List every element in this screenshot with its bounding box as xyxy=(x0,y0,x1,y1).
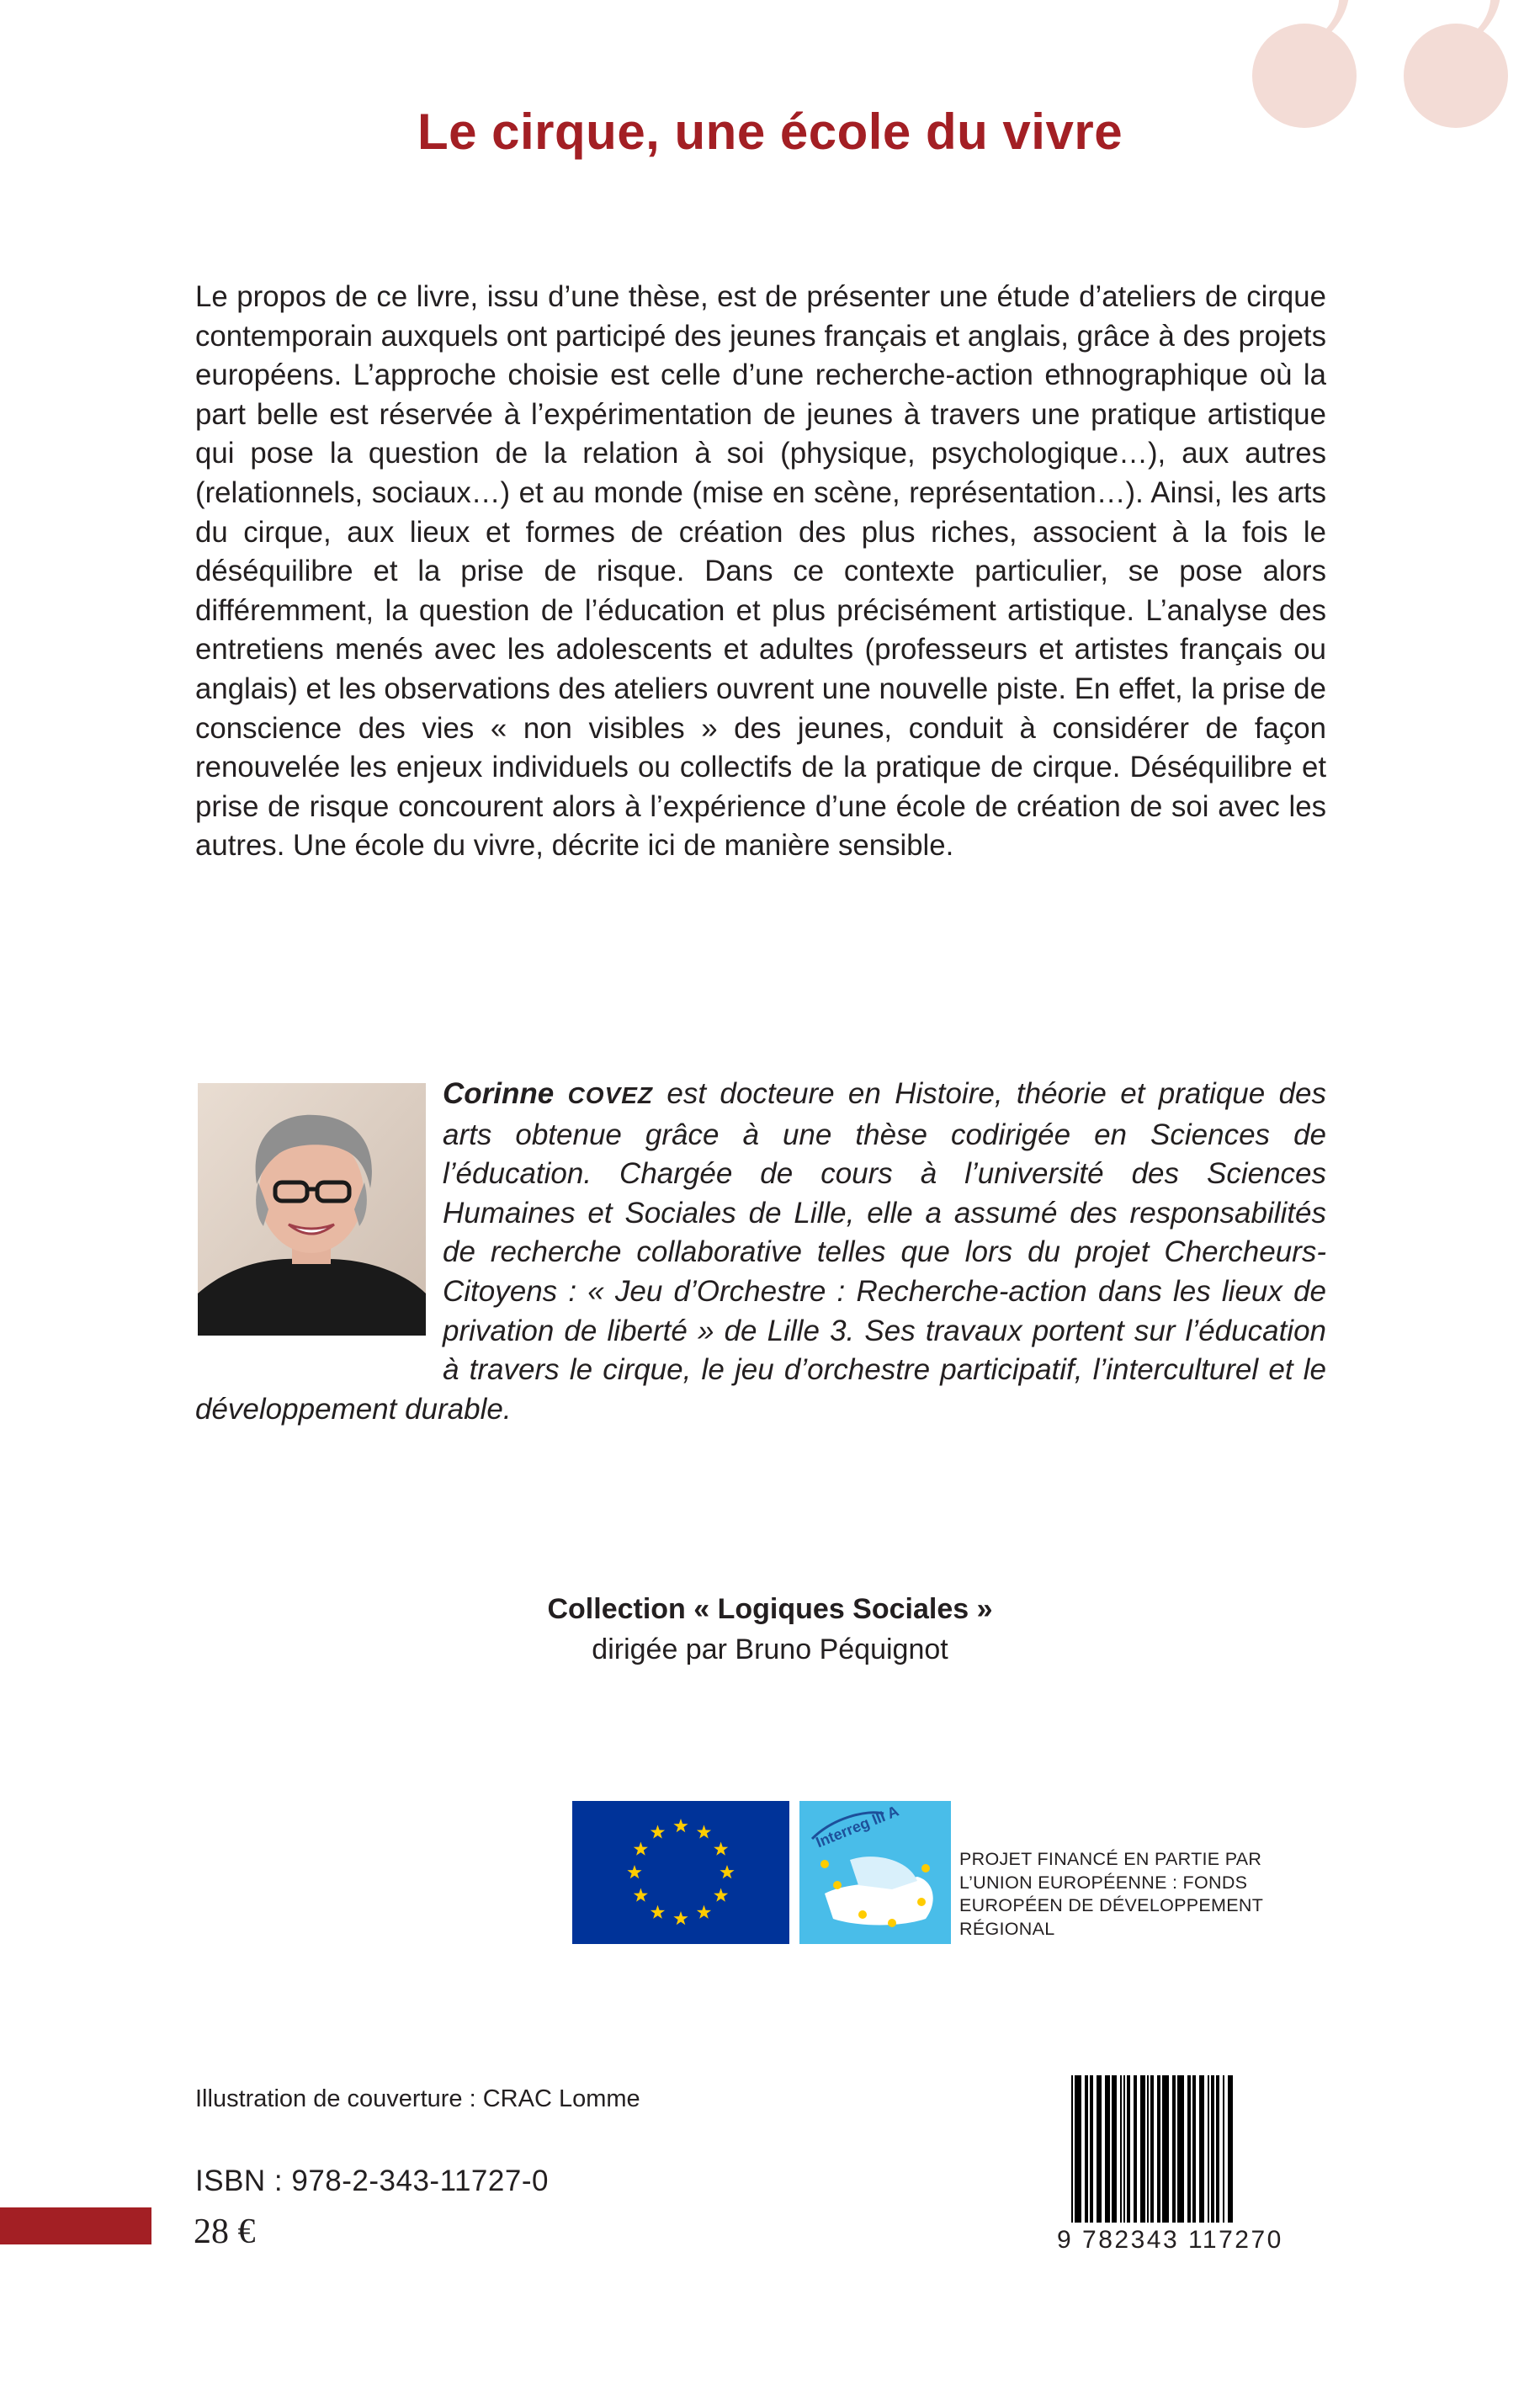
barcode-bar xyxy=(1216,2075,1219,2223)
eu-funding-line-1: PROJET FINANCÉ EN PARTIE PAR xyxy=(959,1849,1262,1869)
barcode-bar xyxy=(1120,2075,1122,2223)
barcode-bar xyxy=(1097,2075,1102,2223)
author-bio xyxy=(195,1075,1326,1429)
barcode-bar xyxy=(1123,2075,1125,2223)
eu-funding-line-4: RÉGIONAL xyxy=(959,1918,1055,1939)
barcode-bar xyxy=(1157,2075,1160,2223)
price-accent-bar xyxy=(0,2207,151,2244)
author-bio-text: est docteure en Histoire, théorie et pratique des arts obtenue grâce à une thèse codirigée en Sciences de l’éducation. Chargée de cours à l’université des Sciences Humaines et Sociales de Lille, elle a assumé des responsabilités de recherche collaborative telles que lors du projet Chercheurs-Citoyens : « Jeu d’Orchestre : Recherche-action dans les lieux de privation de liberté » de Lille 3. Ses travaux portent sur l’éducation à travers le cirque, le jeu d’orchestre participatif, l’interculturel et le développement durable. xyxy=(195,1077,1326,1426)
barcode-bar xyxy=(1085,2075,1088,2223)
barcode-bar xyxy=(1150,2075,1154,2223)
price: 28 € xyxy=(194,2212,256,2251)
collection-name: Collection « Logiques Sociales » xyxy=(547,1593,993,1625)
barcode-bar xyxy=(1199,2075,1204,2223)
book-title: Le cirque, une école du vivre xyxy=(417,104,1123,160)
barcode-bar xyxy=(1127,2075,1130,2223)
barcode-bar xyxy=(1211,2075,1214,2223)
barcode-bar xyxy=(1162,2075,1169,2223)
barcode-bar xyxy=(1071,2075,1073,2223)
eu-funding-line-2: L’UNION EUROPÉENNE : FONDS xyxy=(959,1872,1248,1893)
barcode-bar xyxy=(1177,2075,1184,2223)
photo-spacer xyxy=(195,1075,443,1362)
eu-funding-note xyxy=(959,1848,1279,1941)
collection-block xyxy=(0,1589,1540,1670)
barcode-bar xyxy=(1223,2075,1224,2223)
barcode-bar xyxy=(1172,2075,1176,2223)
barcode-bar xyxy=(1228,2075,1233,2223)
author-last-name: COVEZ xyxy=(567,1082,654,1108)
isbn: ISBN : 978-2-343-11727-0 xyxy=(195,2165,549,2197)
barcode-bar xyxy=(1090,2075,1093,2223)
barcode-digits: 9 782343 117270 xyxy=(1057,2226,1335,2255)
barcode-bar xyxy=(1112,2075,1117,2223)
book-summary: Le propos de ce livre, issu d’une thèse, est de présenter une étude d’ateliers de cirque contemporain auxquels ont participé des jeunes français et anglais, grâce à des projets européens. L’approche choisie est celle d’une recherche-action ethnographique où la part belle est réservée à l’expérimentation de jeunes à travers une pratique artistique qui pose la question de la relation à soi (physique, psychologique…), aux autres (relationnels, sociaux…) et au monde (mise en scène, représentation…). Ainsi, les arts du cirque, aux lieux et formes de création des plus riches, associent à la fois le déséquilibre et la prise de risque. Dans ce contexte particulier, se pose alors différemment, la question de l’éducation et plus précisément artistique. L’analyse des entretiens menés avec les adolescents et adultes (professeurs et artistes français ou anglais) et les observations des ateliers ouvrent une nouvelle piste. En effet, la prise de conscience des vies « non visibles » des jeunes, conduit à considérer de façon renouvelée les enjeux individuels ou collectifs de la pratique de cirque. Déséquilibre et prise de risque concourent alors à l’expérience d’une école de création de soi avec les autres. Une école du vivre, décrite ici de manière sensible. xyxy=(195,280,1326,863)
barcode-bar xyxy=(1192,2075,1196,2223)
barcode-bar xyxy=(1208,2075,1209,2223)
cover-credit: Illustration de couverture : CRAC Lomme xyxy=(195,2085,640,2112)
barcode-bar xyxy=(1134,2075,1137,2223)
barcode-bar xyxy=(1105,2075,1110,2223)
interreg-logo xyxy=(799,1801,951,1944)
collection-director: dirigée par Bruno Péquignot xyxy=(592,1633,948,1665)
eu-flag-logo xyxy=(572,1801,789,1944)
eu-funding-line-3: EUROPÉEN DE DÉVELOPPEMENT xyxy=(959,1895,1264,1915)
barcode-bar xyxy=(1147,2075,1149,2223)
barcode-bar xyxy=(1075,2075,1081,2223)
barcode-bar xyxy=(1187,2075,1191,2223)
interreg-label: Interreg III A xyxy=(813,1802,901,1851)
barcode-bar xyxy=(1140,2075,1145,2223)
author-name xyxy=(443,1077,653,1110)
author-first-name: Corinne xyxy=(443,1077,555,1110)
